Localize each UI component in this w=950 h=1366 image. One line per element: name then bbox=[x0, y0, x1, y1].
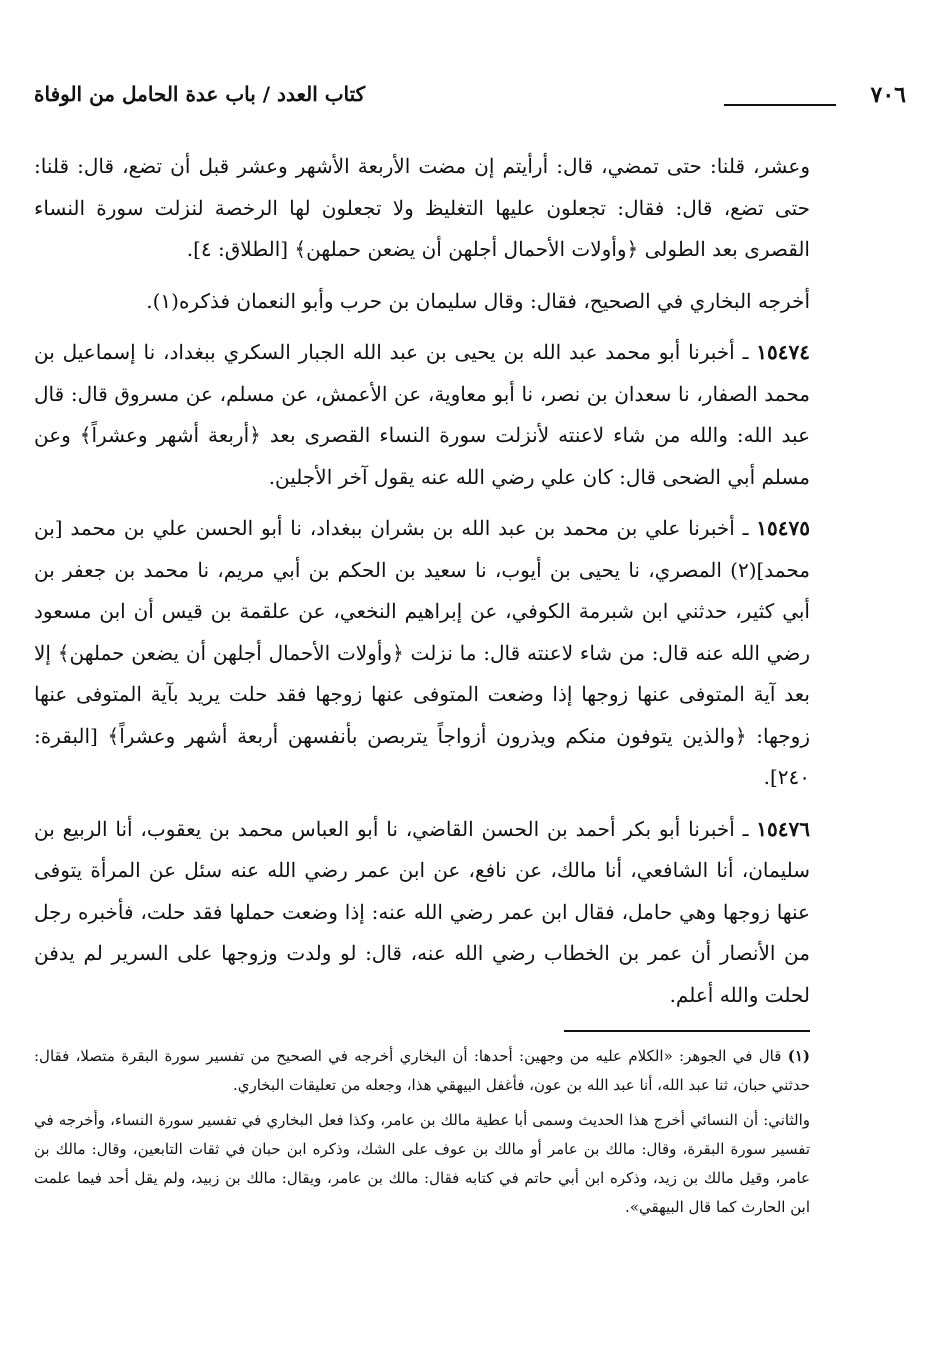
header-rule bbox=[724, 104, 836, 106]
paragraph-takhrij: أخرجه البخاري في الصحيح، فقال: وقال سليمان بن حرب وأبو النعمان فذكره(١). bbox=[146, 288, 810, 313]
footnote-1-continuation: والثاني: أن النسائي أخرج هذا الحديث وسمى أبا عطية مالك بن عامر، وكذا فعل البخاري في تفسير سورة النساء، وأخرجه في تفسير سورة البقرة، وقال: مالك بن عامر أو مالك بن عوف على الشك، وذكره ابن حبان في ثقات التابعين، وقال: مالك بن عامر، وقيل مالك بن زيد، وذكره ابن أبي حاتم في كتابه فقال: مالك بن عامر، ويقال: مالك بن زبيد، ولم يقل أحد فيما علمت ابن الحارث كما قال البيهقي». bbox=[34, 1111, 810, 1216]
hadith-text: ـ أخبرنا أبو محمد عبد الله بن يحيى بن عبد الله الجبار السكري ببغداد، نا إسماعيل بن محمد الصفار، نا سعدان بن نصر، نا أبو معاوية، عن الأعمش، عن مسلم، عن مسروق قال: قال عبد الله: والله من شاء لاعنته لأنزلت سورة النساء القصرى بعد ﴿أربعة أشهر وعشراً﴾ وعن مسلم أبي الضحى قال: كان علي رضي الله عنه يقول آخر الأجلين. bbox=[34, 340, 810, 489]
footnote-text: قال في الجوهر: «الكلام عليه من وجهين: أحدها: أن البخاري أخرجه في الصحيح من تفسير سورة البقرة متصلا، فقال: حدثني حبان، ثنا عبد الله، أنا عبد الله بن عون، فأغفل البيهقي هذا، وجعله من تعليقات البخاري. bbox=[34, 1047, 810, 1094]
running-title: كتاب العدد / باب عدة الحامل من الوفاة bbox=[34, 82, 366, 106]
hadith-text: ـ أخبرنا علي بن محمد بن عبد الله بن بشران ببغداد، نا أبو الحسن علي بن محمد [بن محمد](٢) المصري، نا يحيى بن أيوب، نا سعيد بن الحكم بن أبي مريم، نا محمد بن جعفر بن أبي كثير، حدثني ابن شبرمة الكوفي، عن إبراهيم النخعي، عن علقمة بن قيس أن ابن مسعود رضي الله عنه قال: من شاء لاعنته قال: ما نزلت ﴿وأولات الأحمال أجلهن أن يضعن حملهن﴾ إلا بعد آية المتوفى عنها زوجها إذا وضعت المتوفى عنها زوجها فقد حلت يريد بآية المتوفى عنها زوجها: ﴿والذين يتوفون منكم ويذرون أزواجاً يتربصن بأنفسهن أربعة أشهر وعشراً﴾ [البقرة: ٢٤٠]. bbox=[34, 516, 810, 789]
footnote-separator bbox=[564, 1030, 810, 1032]
hadith-15474 bbox=[34, 332, 810, 498]
page-number: ٧٠٦ bbox=[870, 82, 906, 108]
footnotes bbox=[34, 1042, 810, 1228]
hadith-text: ـ أخبرنا أبو بكر أحمد بن الحسن القاضي، نا أبو العباس محمد بن يعقوب، أنا الربيع بن سليمان، أنا الشافعي، أنا مالك، عن نافع، عن ابن عمر رضي الله عنه سئل عن المرأة يتوفى عنها زوجها وهي حامل، فقال ابن عمر رضي الله عنه: إذا وضعت حملها فقد حلت، فأخبره رجل من الأنصار أن عمر بن الخطاب رضي الله عنه، قال: لو ولدت وزوجها على السرير لم يدفن لحلت والله أعلم. bbox=[34, 816, 810, 1007]
hadith-number: ١٥٤٧٤ bbox=[756, 340, 810, 364]
main-text bbox=[34, 146, 810, 1026]
paragraph-continuation: وعشر، قلنا: حتى تمضي، قال: أرأيتم إن مضت الأربعة الأشهر وعشر قبل أن تضع، قال: قلنا: حتى تضع، قال: فقال: تجعلون عليها التغليظ ولا تجعلون لها الرخصة لنزلت سورة النساء القصرى بعد الطولى ﴿وأولات الأحمال أجلهن أن يضعن حملهن﴾ [الطلاق: ٤]. bbox=[34, 154, 810, 261]
hadith-15476 bbox=[34, 809, 810, 1017]
footnote-1 bbox=[34, 1042, 810, 1100]
footnote-marker: (١) bbox=[787, 1047, 810, 1065]
page-header bbox=[34, 82, 906, 118]
hadith-number: ١٥٤٧٥ bbox=[756, 516, 811, 540]
hadith-number: ١٥٤٧٦ bbox=[756, 816, 811, 841]
hadith-15475 bbox=[34, 508, 810, 799]
